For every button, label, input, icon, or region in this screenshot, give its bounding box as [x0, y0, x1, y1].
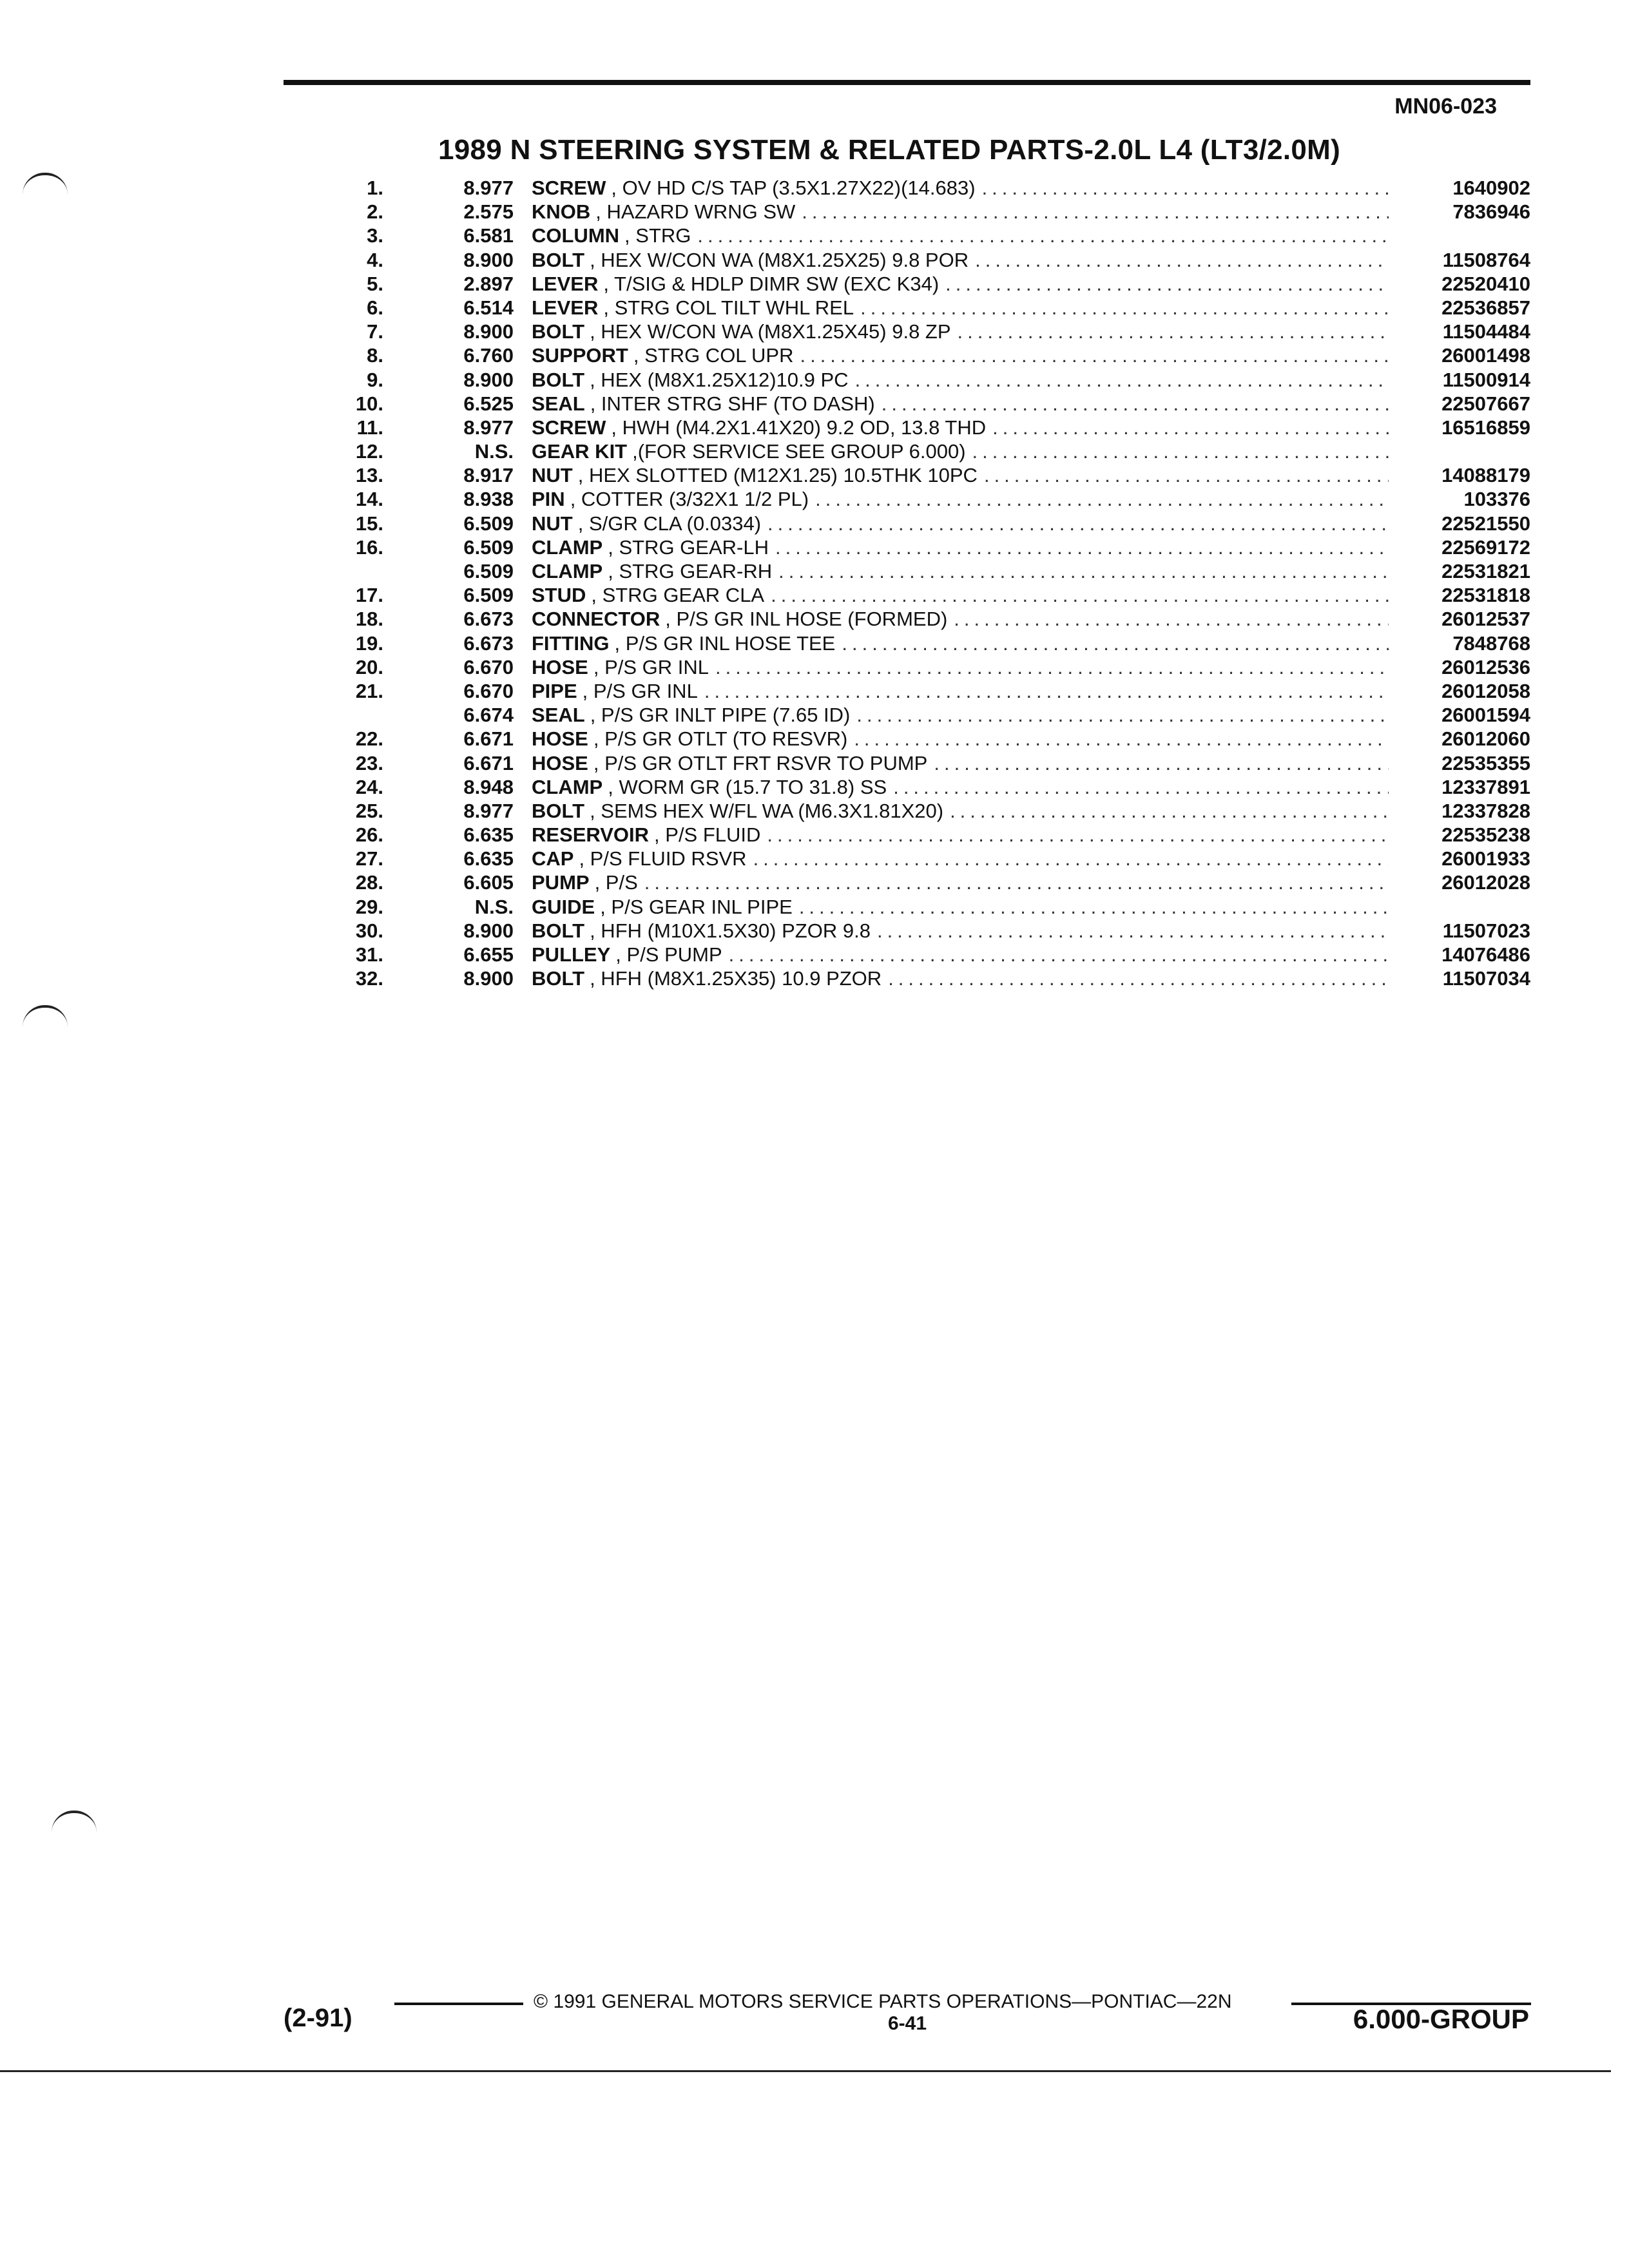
parts-row — [335, 535, 1530, 559]
item-number: 13. — [355, 464, 383, 487]
part-spec: , OV HD C/S TAP (3.5X1.27X22)(14.683) — [611, 177, 976, 199]
part-name: GUIDE — [532, 895, 595, 918]
item-number: 7. — [367, 320, 383, 343]
part-description — [532, 847, 1389, 870]
binder-hole-mark — [52, 1811, 97, 1832]
parts-row — [335, 631, 1530, 655]
part-description — [532, 200, 1389, 224]
part-name: CONNECTOR — [532, 608, 660, 631]
group-number: 6.581 — [463, 224, 514, 247]
part-spec: , P/S PUMP — [615, 943, 722, 966]
part-spec: , HEX SLOTTED (M12X1.25) 10.5THK 10PC — [577, 464, 978, 487]
part-spec: ,(FOR SERVICE SEE GROUP 6.000) — [632, 440, 966, 463]
part-number: 11508764 — [1442, 248, 1530, 271]
parts-row — [335, 751, 1530, 775]
group-number: 6.509 — [463, 535, 514, 559]
item-number: 8. — [367, 344, 383, 367]
part-number: 103376 — [1463, 488, 1530, 511]
leader-dots — [638, 870, 1389, 894]
item-number: 32. — [355, 967, 383, 990]
part-number: 11500914 — [1442, 368, 1530, 391]
part-name: BOLT — [532, 967, 585, 990]
parts-row — [335, 775, 1530, 799]
part-description — [532, 176, 1389, 200]
group-number: 6.605 — [463, 871, 514, 894]
parts-row — [335, 943, 1530, 966]
parts-row — [335, 272, 1530, 296]
group-number: 6.509 — [463, 584, 514, 607]
part-name: SEAL — [532, 392, 585, 415]
part-number: 26001594 — [1441, 704, 1530, 727]
item-number: 23. — [355, 751, 383, 774]
part-spec: , STRG GEAR-LH — [608, 535, 769, 559]
part-description — [532, 919, 1389, 943]
group-number: 8.948 — [463, 775, 514, 798]
parts-row — [335, 512, 1530, 535]
item-number: 10. — [355, 392, 383, 415]
leader-dots — [764, 583, 1389, 607]
parts-row — [335, 392, 1530, 416]
parts-row — [335, 847, 1530, 870]
part-number: 22536857 — [1441, 296, 1530, 319]
part-name: LEVER — [532, 296, 599, 319]
parts-row — [335, 463, 1530, 487]
part-number: 22531818 — [1441, 584, 1530, 607]
parts-row — [335, 703, 1530, 727]
part-description — [532, 775, 1389, 799]
leader-dots — [849, 368, 1389, 392]
group-number: 8.900 — [463, 368, 514, 391]
parts-row — [335, 439, 1530, 463]
part-description — [532, 727, 1389, 751]
binder-hole-mark — [23, 173, 68, 195]
part-name: NUT — [532, 464, 573, 487]
part-description — [532, 487, 1389, 511]
part-name: GEAR KIT — [532, 440, 628, 463]
part-name: SEAL — [532, 704, 585, 727]
part-description — [532, 248, 1389, 272]
item-number: 29. — [355, 895, 383, 918]
leader-dots — [722, 943, 1389, 966]
part-number: 22507667 — [1441, 392, 1530, 415]
item-number: 4. — [367, 248, 383, 271]
part-spec: , COTTER (3/32X1 1/2 PL) — [570, 488, 809, 511]
part-number: 22535238 — [1441, 823, 1530, 847]
parts-row — [335, 343, 1530, 367]
part-number: 12337891 — [1441, 775, 1530, 798]
parts-row — [335, 607, 1530, 631]
leader-dots — [809, 487, 1389, 511]
part-description — [532, 512, 1389, 535]
group-number: 6.673 — [463, 608, 514, 631]
group-number: 8.977 — [463, 416, 514, 439]
leader-dots — [927, 751, 1389, 775]
part-name: PIN — [532, 488, 565, 511]
part-name: HOSE — [532, 727, 588, 751]
group-number: 8.977 — [463, 799, 514, 822]
part-description — [532, 583, 1389, 607]
group-number: 6.671 — [463, 727, 514, 751]
part-number: 26001933 — [1441, 847, 1530, 870]
group-number: 8.900 — [463, 320, 514, 343]
parts-row — [335, 727, 1530, 751]
part-name: SCREW — [532, 416, 606, 439]
parts-row — [335, 679, 1530, 703]
part-number: 7836946 — [1452, 200, 1530, 224]
part-description — [532, 272, 1389, 296]
part-spec: , STRG COL TILT WHL REL — [603, 296, 854, 319]
binder-hole-mark — [23, 1005, 68, 1027]
group-number: 8.900 — [463, 248, 514, 271]
item-number: 2. — [367, 200, 383, 224]
leader-dots — [943, 799, 1389, 823]
parts-row — [335, 895, 1530, 919]
part-description — [532, 631, 1389, 655]
part-number: 11507034 — [1442, 967, 1530, 990]
part-spec: , P/S GR INL HOSE TEE — [614, 631, 836, 655]
part-spec: , P/S GR INL — [593, 655, 709, 678]
group-number: 6.514 — [463, 296, 514, 319]
item-number: 31. — [355, 943, 383, 966]
page-number: 6-41 — [888, 2013, 927, 2034]
document-id: MN06-023 — [1394, 94, 1497, 119]
page-title: 1989 N STEERING SYSTEM & RELATED PARTS-2.0L L4 (LT3/2.0M) — [438, 134, 1341, 166]
parts-row — [335, 559, 1530, 583]
item-number: 24. — [355, 775, 383, 798]
part-name: PUMP — [532, 871, 590, 894]
part-name: FITTING — [532, 631, 610, 655]
leader-dots — [939, 272, 1389, 296]
part-name: PIPE — [532, 679, 577, 702]
part-name: BOLT — [532, 799, 585, 822]
group-number: 8.938 — [463, 488, 514, 511]
part-number: 22569172 — [1441, 535, 1530, 559]
part-number: 26012060 — [1441, 727, 1530, 751]
part-description — [532, 966, 1389, 990]
leader-dots — [760, 823, 1389, 847]
group-number: 6.670 — [463, 679, 514, 702]
parts-row — [335, 176, 1530, 200]
part-spec: , P/S GR OTLT (TO RESVR) — [593, 727, 848, 751]
item-number: 14. — [355, 488, 383, 511]
parts-row — [335, 583, 1530, 607]
leader-dots — [793, 895, 1389, 919]
part-spec: , STRG — [624, 224, 691, 247]
group-number: 6.673 — [463, 631, 514, 655]
part-spec: , P/S GR OTLT FRT RSVR TO PUMP — [593, 751, 928, 774]
item-number: 11. — [356, 416, 383, 439]
item-number: 12. — [355, 440, 383, 463]
part-description — [532, 679, 1389, 703]
leader-dots — [887, 775, 1389, 799]
part-spec: , STRG COL UPR — [633, 344, 794, 367]
item-number: 6. — [367, 296, 383, 319]
group-number: 6.760 — [463, 344, 514, 367]
group-number: 6.525 — [463, 392, 514, 415]
part-name: HOSE — [532, 655, 588, 678]
part-spec: , INTER STRG SHF (TO DASH) — [590, 392, 875, 415]
part-description — [532, 463, 1389, 487]
copyright-text: © 1991 GENERAL MOTORS SERVICE PARTS OPERATIONS—PONTIAC—22N — [534, 1991, 1232, 2012]
part-number: 26001498 — [1441, 344, 1530, 367]
part-name: KNOB — [532, 200, 591, 224]
item-number: 25. — [355, 799, 383, 822]
part-name: CLAMP — [532, 535, 603, 559]
top-rule — [284, 80, 1530, 85]
item-number: 19. — [355, 631, 383, 655]
leader-dots — [747, 847, 1389, 870]
part-description — [532, 895, 1389, 919]
part-description — [532, 607, 1389, 631]
parts-row — [335, 296, 1530, 320]
group-number: 6.635 — [463, 847, 514, 870]
part-description — [532, 416, 1389, 439]
group-number: 6.670 — [463, 655, 514, 678]
part-description — [532, 368, 1389, 392]
part-spec: , STRG GEAR CLA — [591, 584, 765, 607]
leader-dots — [691, 224, 1389, 247]
parts-row — [335, 655, 1530, 679]
item-number: 17. — [355, 584, 383, 607]
part-name: RESERVOIR — [532, 823, 650, 847]
leader-dots — [947, 607, 1389, 631]
part-spec: , P/S FLUID RSVR — [579, 847, 747, 870]
part-name: BOLT — [532, 919, 585, 942]
item-number: 16. — [355, 535, 383, 559]
parts-row — [335, 487, 1530, 511]
part-number: 26012537 — [1441, 608, 1530, 631]
part-description — [532, 943, 1389, 966]
parts-row — [335, 416, 1530, 439]
group-number: N.S. — [474, 440, 514, 463]
part-description — [532, 799, 1389, 823]
group-number: 8.917 — [463, 464, 514, 487]
leader-dots — [966, 439, 1389, 463]
part-spec: , HFH (M10X1.5X30) PZOR 9.8 — [590, 919, 871, 942]
leader-dots — [835, 631, 1389, 655]
part-number: 22521550 — [1441, 512, 1530, 535]
part-spec: , STRG GEAR-RH — [608, 560, 773, 582]
part-number: 14088179 — [1441, 464, 1530, 487]
item-number: 3. — [367, 224, 383, 247]
part-description — [532, 439, 1389, 463]
part-spec: , P/S GEAR INL PIPE — [600, 895, 793, 918]
parts-row — [335, 823, 1530, 847]
part-spec: , P/S FLUID — [654, 823, 761, 847]
part-spec: , P/S GR INL — [582, 679, 698, 702]
leader-dots — [882, 966, 1389, 990]
part-spec: , HEX (M8X1.25X12)10.9 PC — [590, 368, 849, 391]
part-name: BOLT — [532, 368, 585, 391]
item-number: 1. — [367, 177, 383, 199]
item-number: 5. — [367, 272, 383, 295]
part-spec: , HEX W/CON WA (M8X1.25X25) 9.8 POR — [590, 248, 969, 271]
parts-row — [335, 368, 1530, 392]
part-number: 22531821 — [1441, 560, 1530, 582]
item-number: 27. — [355, 847, 383, 870]
part-number: 22520410 — [1441, 272, 1530, 295]
group-number: 2.897 — [463, 272, 514, 295]
part-name: CLAMP — [532, 560, 603, 582]
part-spec: , P/S GR INL HOSE (FORMED) — [665, 608, 948, 631]
part-description — [532, 320, 1389, 343]
leader-dots — [793, 343, 1389, 367]
leader-dots — [978, 463, 1389, 487]
leader-dots — [854, 296, 1389, 320]
bottom-rule — [0, 2070, 1611, 2072]
part-number: 16516859 — [1441, 416, 1530, 439]
group-number: 2.575 — [463, 200, 514, 224]
parts-row — [335, 224, 1530, 247]
part-spec: , HAZARD WRNG SW — [595, 200, 796, 224]
part-number: 26012028 — [1441, 871, 1530, 894]
revision-date: (2-91) — [284, 2004, 352, 2032]
part-number: 1640902 — [1452, 177, 1530, 199]
leader-dots — [769, 535, 1389, 559]
part-name: NUT — [532, 512, 573, 535]
part-description — [532, 655, 1389, 679]
group-number: N.S. — [474, 895, 514, 918]
part-number: 22535355 — [1441, 751, 1530, 774]
part-number: 26012058 — [1441, 679, 1530, 702]
part-number: 11504484 — [1442, 320, 1530, 343]
parts-row — [335, 200, 1530, 224]
parts-row — [335, 320, 1530, 343]
leader-dots — [969, 248, 1389, 272]
part-number: 26012536 — [1441, 655, 1530, 678]
group-number: 8.900 — [463, 967, 514, 990]
part-spec: , WORM GR (15.7 TO 31.8) SS — [608, 775, 887, 798]
part-name: COLUMN — [532, 224, 620, 247]
item-number: 30. — [355, 919, 383, 942]
part-spec: , HWH (M4.2X1.41X20) 9.2 OD, 13.8 THD — [611, 416, 987, 439]
part-name: LEVER — [532, 272, 599, 295]
part-description — [532, 392, 1389, 416]
part-description — [532, 870, 1389, 894]
leader-dots — [698, 679, 1389, 703]
part-description — [532, 224, 1389, 247]
part-spec: , HEX W/CON WA (M8X1.25X45) 9.8 ZP — [590, 320, 951, 343]
part-description — [532, 559, 1389, 583]
part-name: BOLT — [532, 320, 585, 343]
item-number: 26. — [355, 823, 383, 847]
parts-row — [335, 966, 1530, 990]
part-spec: , T/SIG & HDLP DIMR SW (EXC K34) — [603, 272, 940, 295]
leader-dots — [709, 655, 1389, 679]
group-number: 6.674 — [463, 704, 514, 727]
part-number: 14076486 — [1441, 943, 1530, 966]
leader-dots — [951, 320, 1389, 343]
item-number: 28. — [355, 871, 383, 894]
part-spec: , S/GR CLA (0.0334) — [577, 512, 762, 535]
leader-dots — [850, 703, 1389, 727]
group-number: 6.671 — [463, 751, 514, 774]
parts-row — [335, 799, 1530, 823]
part-description — [532, 343, 1389, 367]
leader-dots — [772, 559, 1389, 583]
part-description — [532, 751, 1389, 775]
footer-rule-left — [394, 2003, 523, 2005]
group-number: 6.509 — [463, 512, 514, 535]
part-name: BOLT — [532, 248, 585, 271]
leader-dots — [847, 727, 1389, 751]
leader-dots — [976, 176, 1389, 200]
leader-dots — [875, 392, 1389, 416]
part-number: 11507023 — [1442, 919, 1530, 942]
parts-row — [335, 248, 1530, 272]
item-number: 21. — [355, 679, 383, 702]
part-spec: , P/S — [594, 871, 638, 894]
item-number: 15. — [355, 512, 383, 535]
group-number: 6.509 — [463, 560, 514, 582]
item-number: 9. — [367, 368, 383, 391]
part-name: CAP — [532, 847, 574, 870]
item-number: 18. — [355, 608, 383, 631]
part-spec: , P/S GR INLT PIPE (7.65 ID) — [590, 704, 851, 727]
leader-dots — [761, 512, 1389, 535]
part-number: 7848768 — [1452, 631, 1530, 655]
part-description — [532, 823, 1389, 847]
part-number: 12337828 — [1441, 799, 1530, 822]
parts-list — [335, 176, 1530, 990]
part-name: STUD — [532, 584, 586, 607]
part-spec: , HFH (M8X1.25X35) 10.9 PZOR — [590, 967, 882, 990]
item-number: 22. — [355, 727, 383, 751]
part-name: PULLEY — [532, 943, 611, 966]
part-name: SUPPORT — [532, 344, 628, 367]
group-number: 6.655 — [463, 943, 514, 966]
part-name: CLAMP — [532, 775, 603, 798]
group-number: 8.977 — [463, 177, 514, 199]
part-description — [532, 296, 1389, 320]
part-spec: , SEMS HEX W/FL WA (M6.3X1.81X20) — [590, 799, 944, 822]
part-description — [532, 703, 1389, 727]
parts-row — [335, 870, 1530, 894]
leader-dots — [795, 200, 1389, 224]
group-number: 8.900 — [463, 919, 514, 942]
part-description — [532, 535, 1389, 559]
part-name: HOSE — [532, 751, 588, 774]
parts-row — [335, 919, 1530, 943]
part-name: SCREW — [532, 177, 606, 199]
leader-dots — [871, 919, 1389, 943]
group-number: 6.635 — [463, 823, 514, 847]
leader-dots — [986, 416, 1389, 439]
item-number: 20. — [355, 655, 383, 678]
group-code: 6.000-GROUP — [1353, 2004, 1529, 2034]
